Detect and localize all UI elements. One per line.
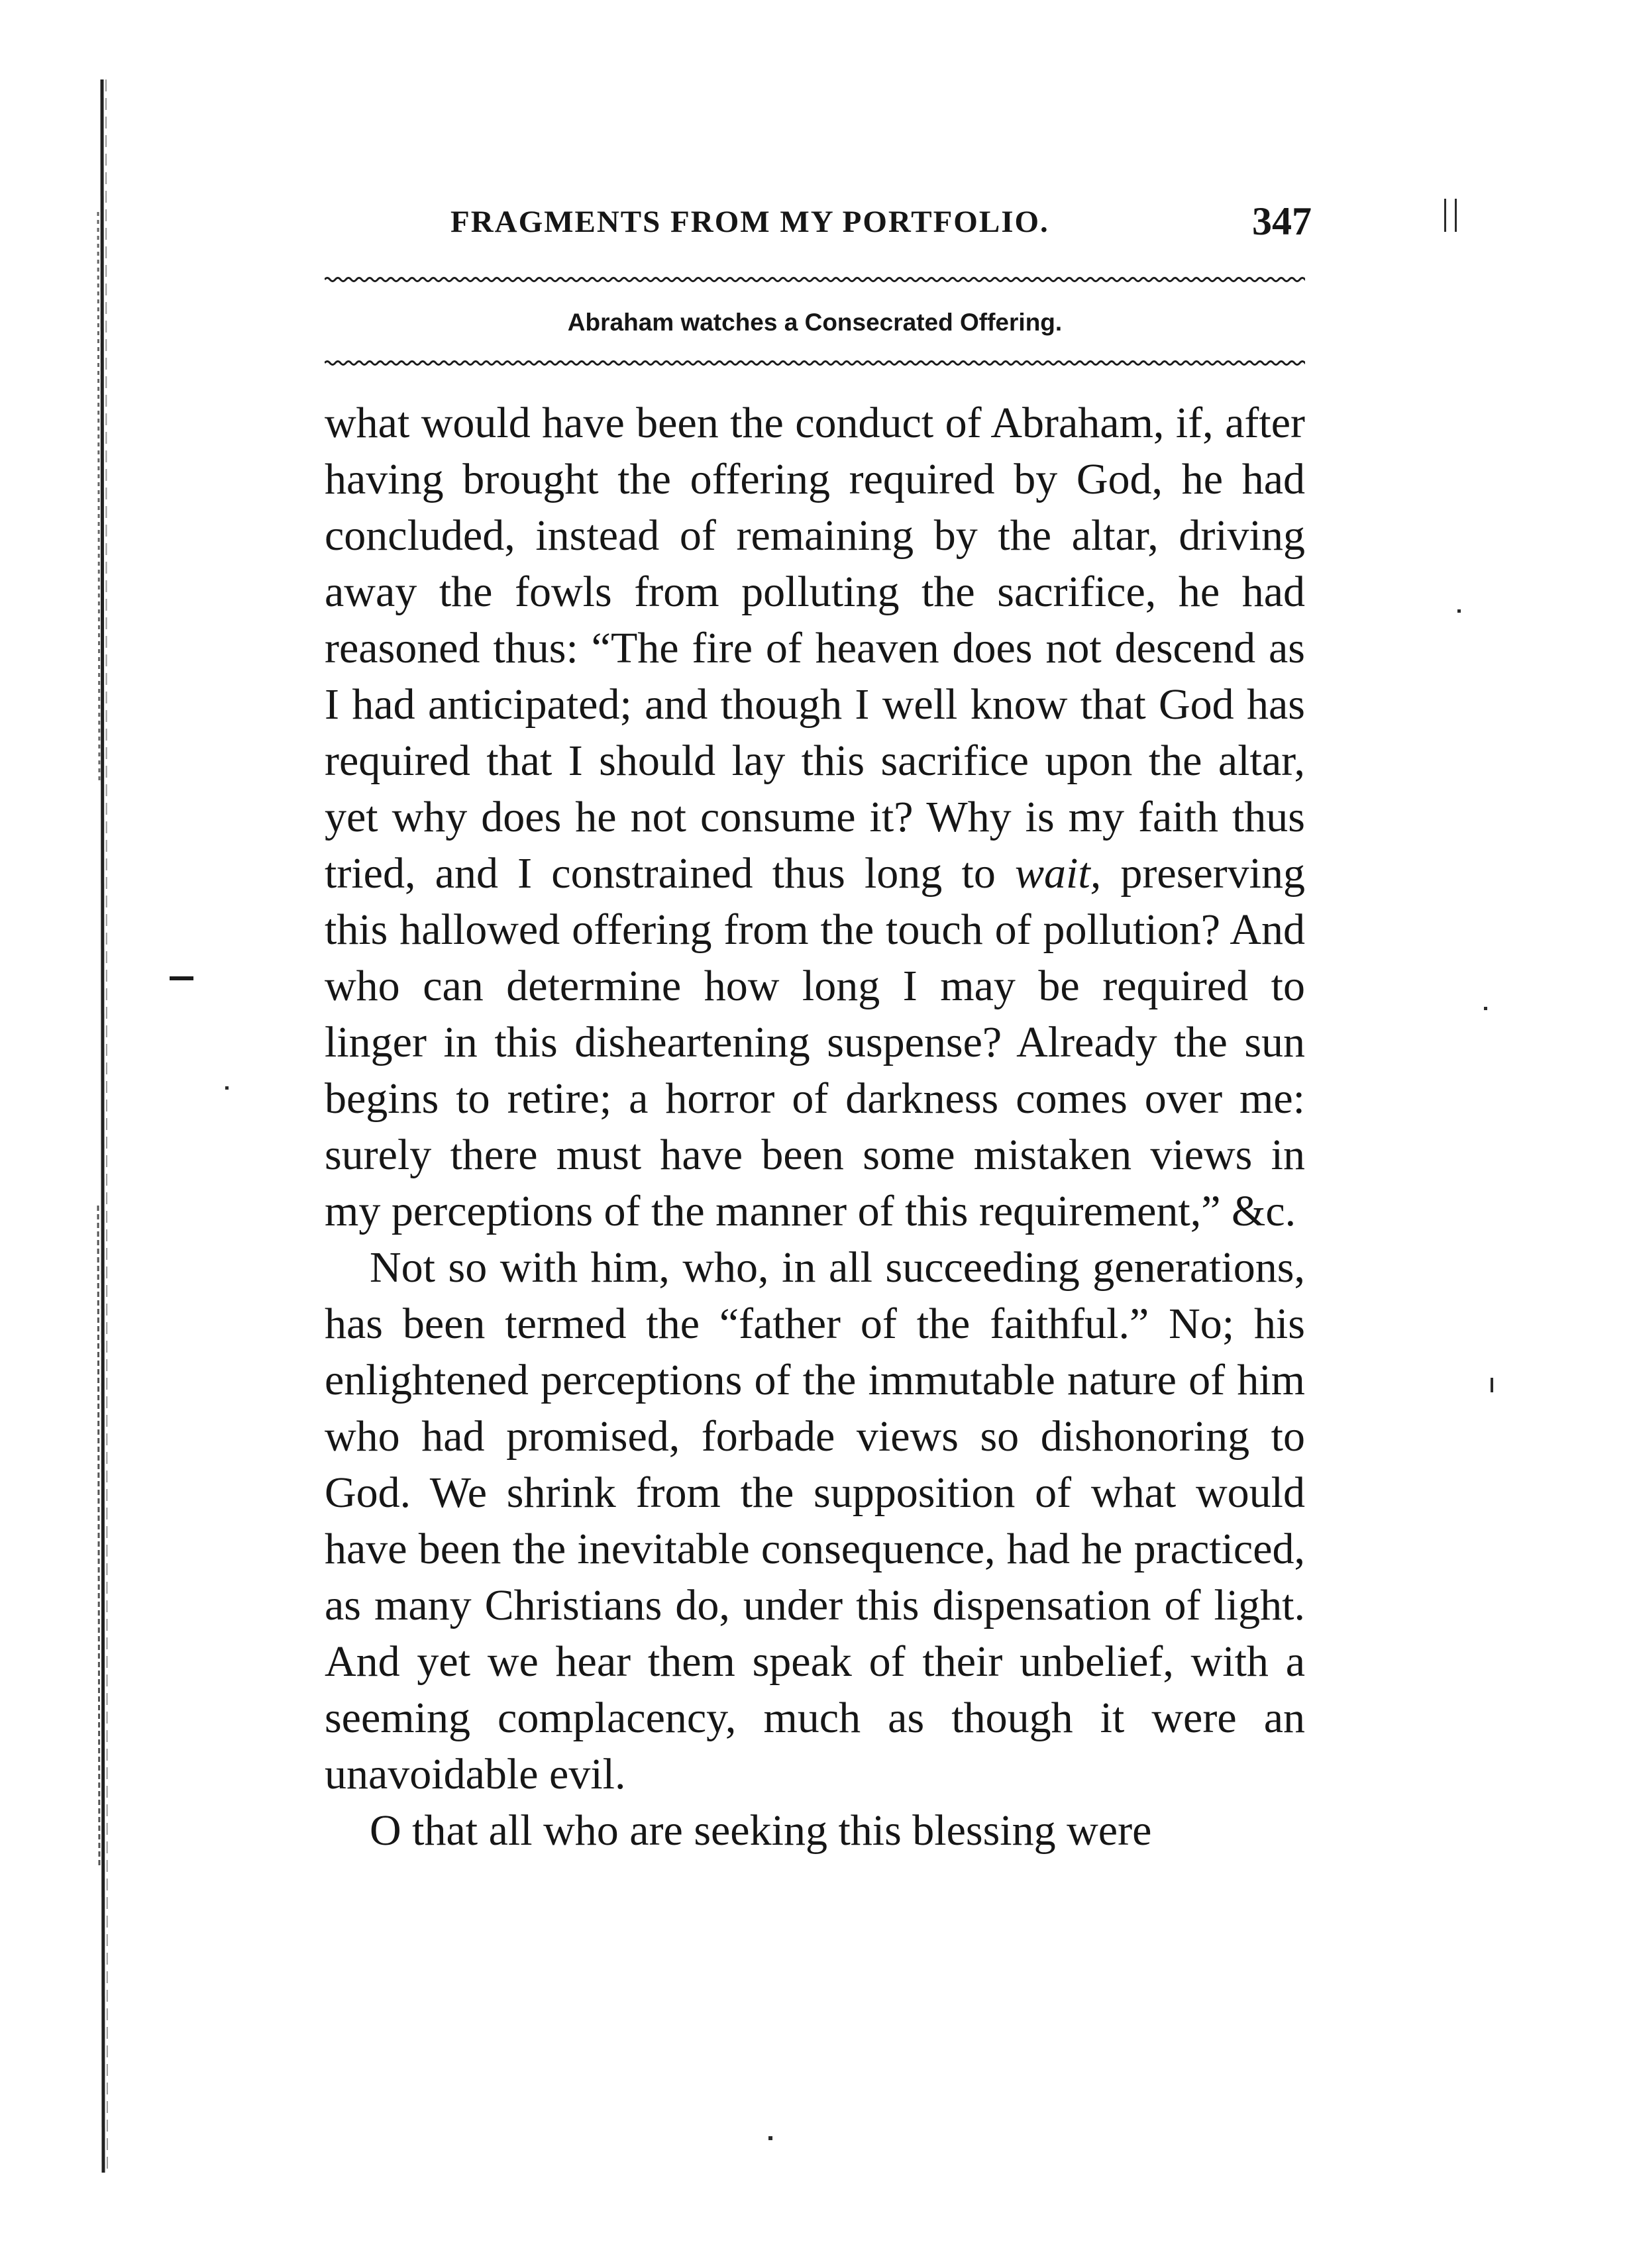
scan-speck xyxy=(768,2136,772,2140)
paragraph-1-text: what would have been the conduct of Abraham, if, after having brought the offering required by God, he had concluded, instead of remaining by the altar, driving away the fowls from polluting the sacrifice, he had reasoned thus: “The fire of heaven does not descend as I had anticipated; and though I well know that God has required that I should lay this sacrifice upon the altar, yet why does he not consume it? Why is my faith thus tried, and I constrained thus long to xyxy=(325,399,1305,898)
scan-speck xyxy=(225,1086,229,1090)
running-title: FRAGMENTS FROM MY PORTFOLIO. xyxy=(450,205,1049,239)
scan-speck xyxy=(1491,1378,1493,1392)
page-header xyxy=(450,199,1312,252)
section-heading: Abraham watches a Consecrated Offering. xyxy=(567,309,1063,336)
page-number: 347 xyxy=(1252,199,1312,243)
margin-mark xyxy=(170,976,193,980)
paragraph-3: O that all who are seeking this blessing were xyxy=(370,1806,1152,1855)
paragraph-1-text-continued: preserving this hallowed offering from the touch of pollution? And who can determine how long I may be required to linger in this disheartening suspense? Already the sun begins to retire; a horror of darkness comes over me: surely there must have been some mistaken views in my perceptions of the manner of this requirement,” &c. xyxy=(325,849,1305,1235)
scan-speck xyxy=(1484,1007,1487,1010)
body-text xyxy=(325,395,1305,1859)
binding-edge xyxy=(93,79,132,2173)
paragraph-1 xyxy=(325,395,1305,1239)
paragraph-1-emphasis: wait, xyxy=(1015,849,1102,898)
paragraph-2: Not so with him, who, in all succeeding generations, has been termed the “father of the faithful.” No; his enlightened perceptions of the immutable nature of him who had promised, forbade views so dishonoring to God. We shrink from the supposition of what would have been the inevitable consequence, had he practiced, as many Christians do, under this dispensation of light. And yet we hear them speak of their unbelief, with a seeming complacency, much as though it were an unavoidable evil. xyxy=(325,1243,1305,1798)
wavy-rule-top xyxy=(325,274,1305,285)
scan-speck xyxy=(1444,199,1446,232)
scan-speck xyxy=(1455,199,1457,232)
wavy-rule-bottom xyxy=(325,358,1305,368)
scan-speck xyxy=(1457,609,1461,613)
